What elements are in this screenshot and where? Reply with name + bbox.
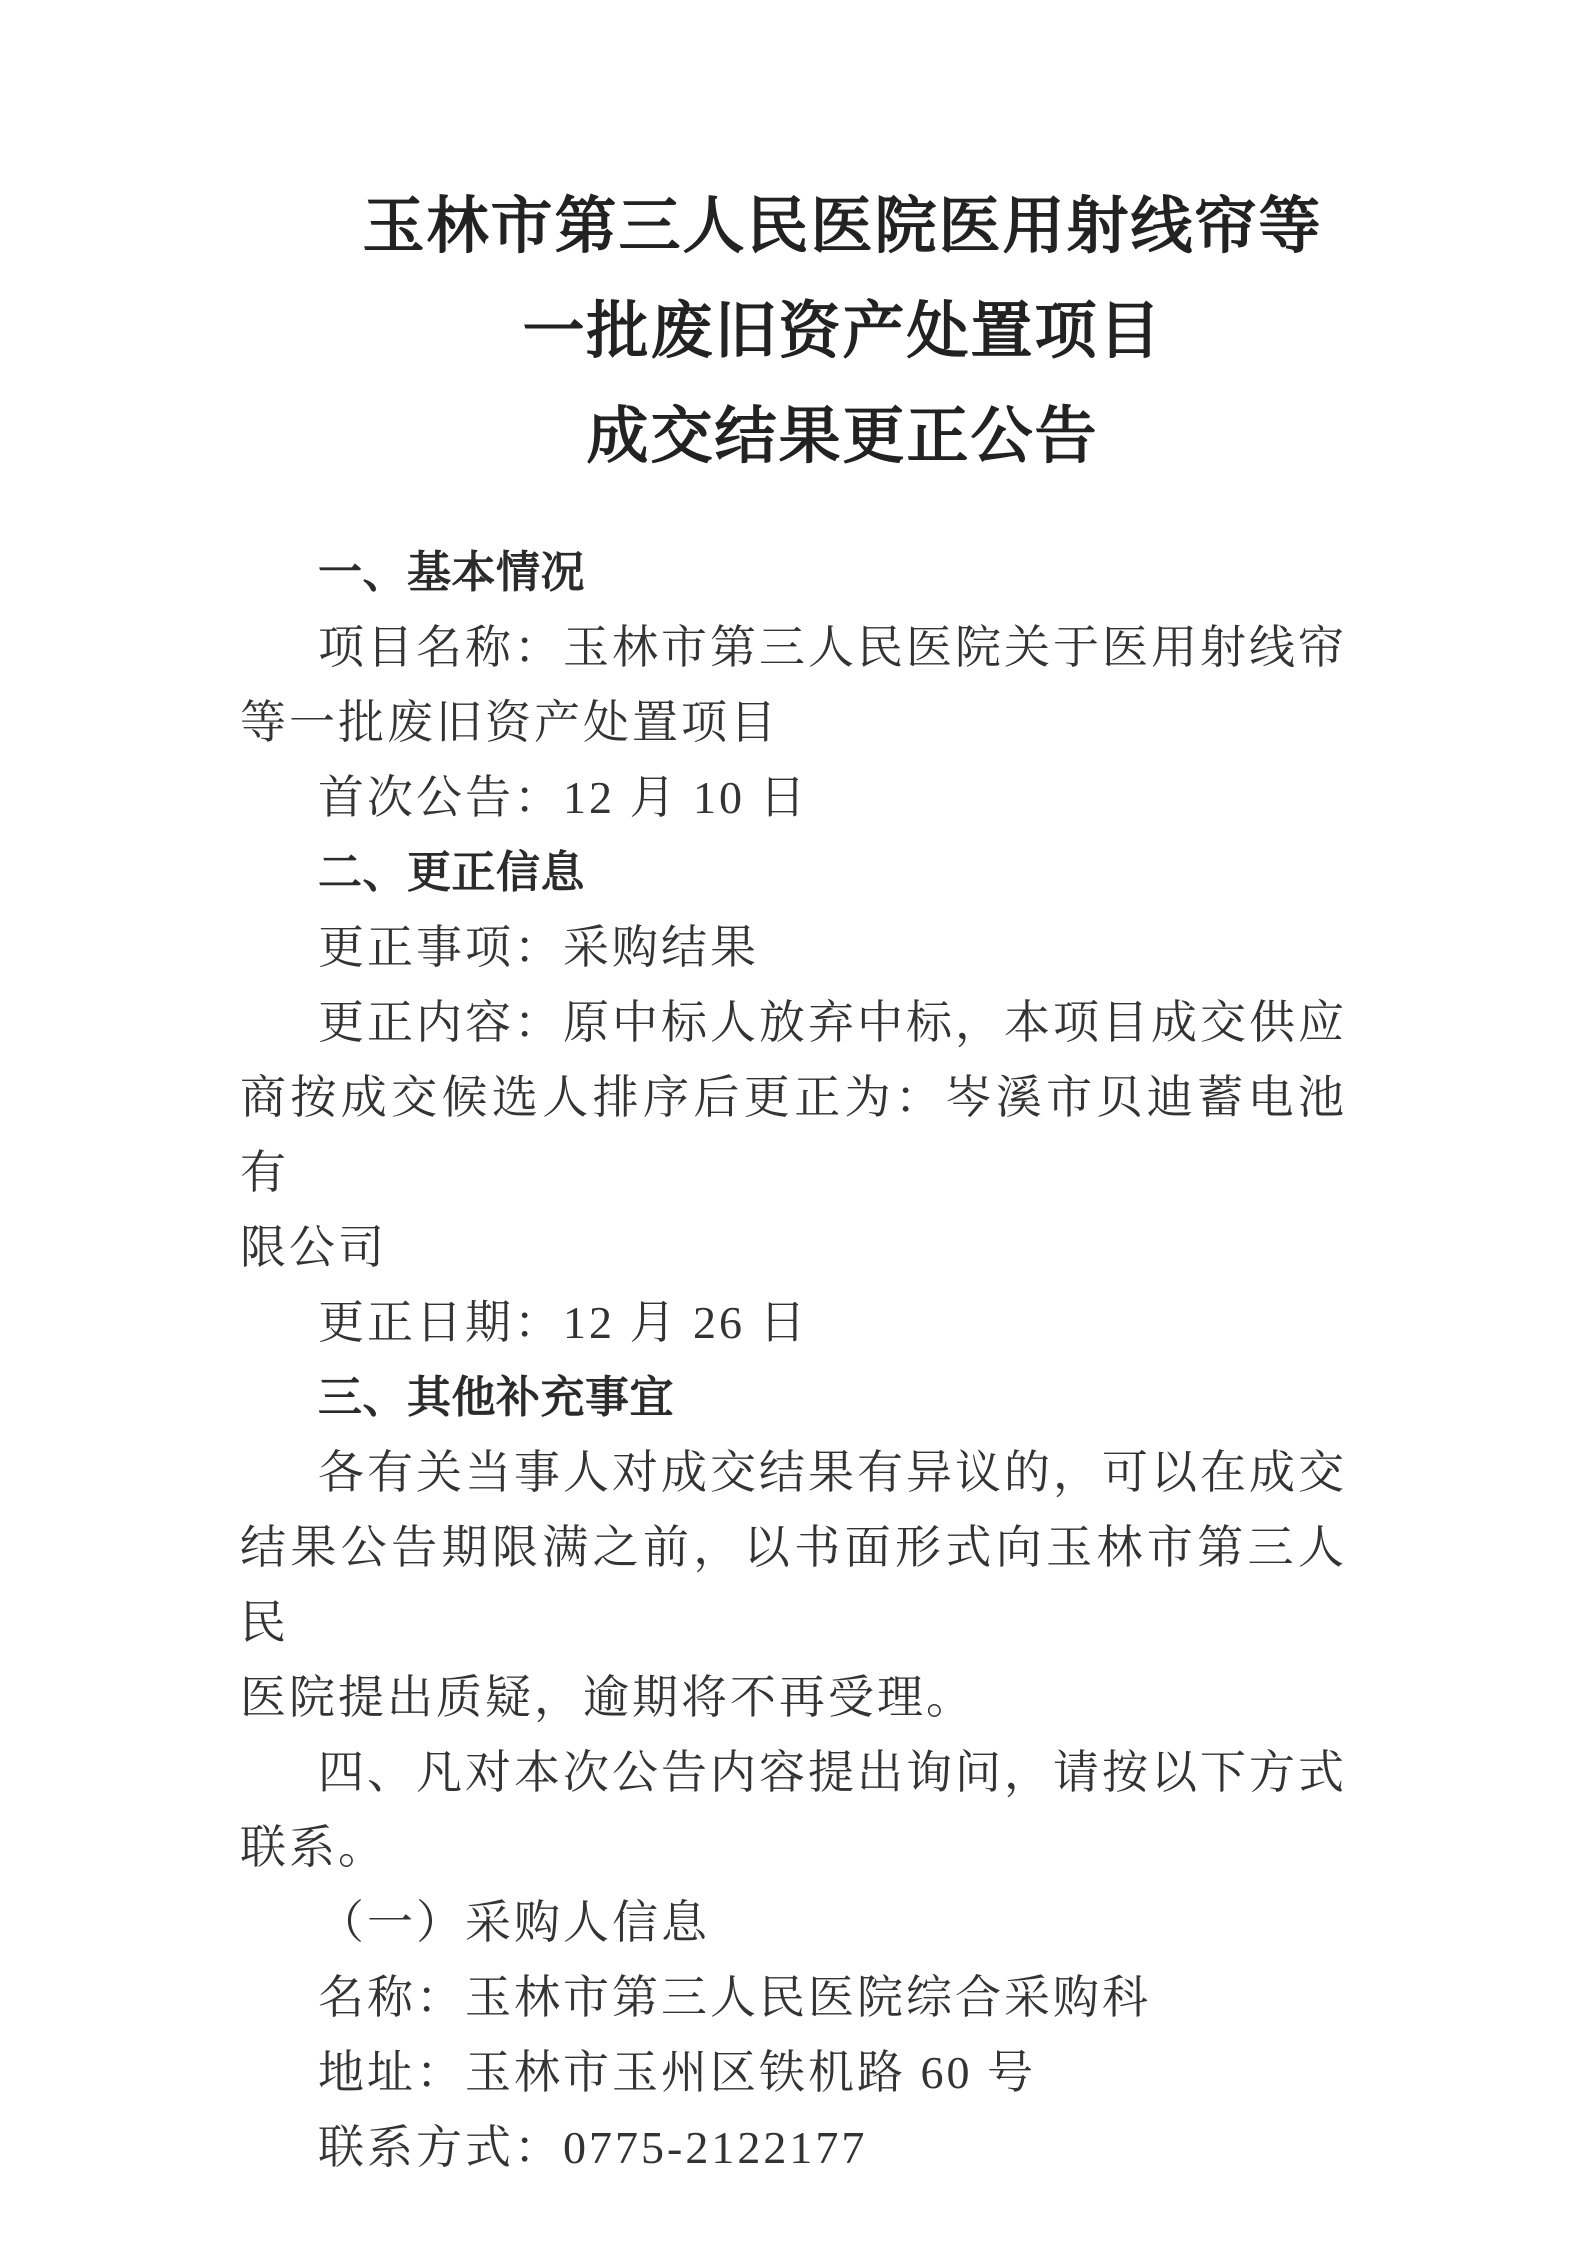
document-body — [240, 535, 1347, 2185]
correction-item: 更正事项：采购结果 — [318, 922, 759, 973]
document-title — [305, 0, 1380, 489]
correction-content-line1: 更正内容：原中标人放弃中标，本项目成交供应 — [318, 997, 1347, 1048]
title-line-1: 玉林市第三人民医院医用射线帘等 — [362, 192, 1323, 261]
section2-heading: 二、更正信息 — [318, 848, 585, 897]
correction-date: 更正日期：12 月 26 日 — [318, 1297, 809, 1348]
project-name-line2: 等一批废旧资产处置项目 — [240, 697, 779, 748]
purchaser-info-heading: （一）采购人信息 — [318, 1897, 710, 1948]
objection-notice-line2: 结果公告期限满之前，以书面形式向玉林市第三人民 — [240, 1522, 1347, 1648]
purchaser-contact-phone: 联系方式：0775-2122177 — [318, 2122, 868, 2173]
section3-heading: 三、其他补充事宜 — [318, 1373, 674, 1422]
title-line-2: 一批废旧资产处置项目 — [522, 297, 1163, 366]
section1-heading: 一、基本情况 — [318, 548, 585, 597]
purchaser-address: 地址：玉林市玉州区铁机路 60 号 — [318, 2047, 1036, 2098]
correction-content-line3: 限公司 — [240, 1222, 387, 1273]
correction-content-line2: 商按成交候选人排序后更正为：岑溪市贝迪蓄电池有 — [240, 1072, 1347, 1198]
first-announcement-date: 首次公告：12 月 10 日 — [318, 772, 809, 823]
objection-notice-line1: 各有关当事人对成交结果有异议的，可以在成交 — [318, 1447, 1347, 1498]
inquiry-notice-line1: 四、凡对本次公告内容提出询问，请按以下方式 — [318, 1747, 1347, 1798]
inquiry-notice-line2: 联系。 — [240, 1822, 387, 1873]
objection-notice-line3: 医院提出质疑，逾期将不再受理。 — [240, 1672, 975, 1723]
project-name-line1: 项目名称：玉林市第三人民医院关于医用射线帘 — [318, 622, 1347, 673]
purchaser-name: 名称：玉林市第三人民医院综合采购科 — [318, 1972, 1151, 2023]
title-line-3: 成交结果更正公告 — [586, 402, 1099, 471]
